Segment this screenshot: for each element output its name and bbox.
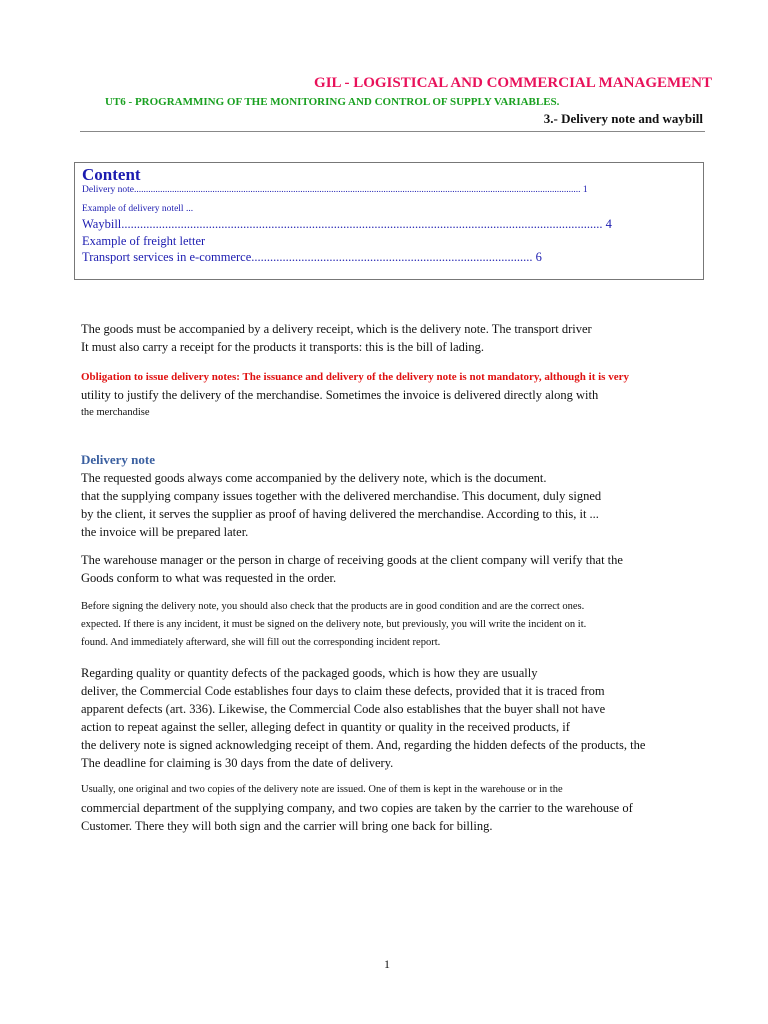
toc-item-waybill[interactable]: Waybill.......................................................................................................................................................... 4 <box>82 217 612 231</box>
delivery-note-paragraph-4: Regarding quality or quantity defects of the packaged goods, which is how they are usually deliver, the Commercial Code establishes four days to claim these defects, provided that it is traced from apparent defects (art. 336). Likewise, the Commercial Code also establishes that the buyer shall not have action to repeat against the seller, alleging defect in quantity or quality in the received products, if the delivery note is signed acknowledging receipt of them. And, regarding the hidden defects of the products, the The deadline for claiming is 30 days from the date of delivery. <box>81 666 646 770</box>
delivery-note-paragraph-1: The requested goods always come accompanied by the delivery note, which is the document. that the supplying company issues together with the delivered merchandise. This document, duly signed by the client, it serves the supplier as proof of having delivered the merchandise. According to this, it ... the invoice will be prepared later. <box>81 471 602 539</box>
toc-item-example-delivery-note[interactable]: Example of delivery notell ... <box>82 204 194 214</box>
toc-item-transport-services[interactable]: Transport services in e-commerce.......................................................................................... 6 <box>82 250 542 264</box>
table-of-contents <box>74 162 704 280</box>
delivery-note-paragraph-2: The warehouse manager or the person in charge of receiving goods at the client company will verify that the Goods conform to what was requested in the order. <box>81 553 623 585</box>
section-title: 3.- Delivery note and waybill <box>543 111 703 126</box>
delivery-note-paragraph-5: Usually, one original and two copies of the delivery note are issued. One of them is kept in the warehouse or in the commercial department of the supplying company, and two copies are taken by the carrier to the warehouse of Customer. There they will both sign and the carrier will bring one back for billing. <box>81 784 633 833</box>
obligation-paragraph: Obligation to issue delivery notes: The issuance and delivery of the delivery note is not mandatory, although it is very utility to justify the delivery of the merchandise. Sometimes the invoice is delivered directly along with the merchandise <box>81 368 706 422</box>
obligation-warning: Obligation to issue delivery notes: The issuance and delivery of the delivery note is not mandatory, although it is very <box>81 371 629 383</box>
toc-item-delivery-note[interactable]: Delivery note............................................................................................................................................................................................ 1 <box>82 185 588 195</box>
unit-subtitle: UT6 - PROGRAMMING OF THE MONITORING AND CONTROL OF SUPPLY VARIABLES. <box>105 96 560 108</box>
page-number: 1 <box>384 957 390 971</box>
header-divider <box>80 131 705 132</box>
toc-item-example-freight-letter[interactable]: Example of freight letter <box>82 234 206 248</box>
delivery-note-heading: Delivery note <box>81 452 156 467</box>
toc-title: Content <box>82 165 141 184</box>
intro-paragraph: The goods must be accompanied by a delivery receipt, which is the delivery note. The transport driver It must also carry a receipt for the products it transports: this is the bill of lading. <box>81 322 592 354</box>
delivery-note-paragraph-3: Before signing the delivery note, you should also check that the products are in good condition and are the correct ones. expected. If there is any incident, it must be signed on the delivery note, but previously, you will write the incident on it. found. And immediately afterward, she will fill out the corresponding incident report. <box>81 601 587 648</box>
document-title: GIL - LOGISTICAL AND COMMERCIAL MANAGEMENT <box>314 75 712 91</box>
